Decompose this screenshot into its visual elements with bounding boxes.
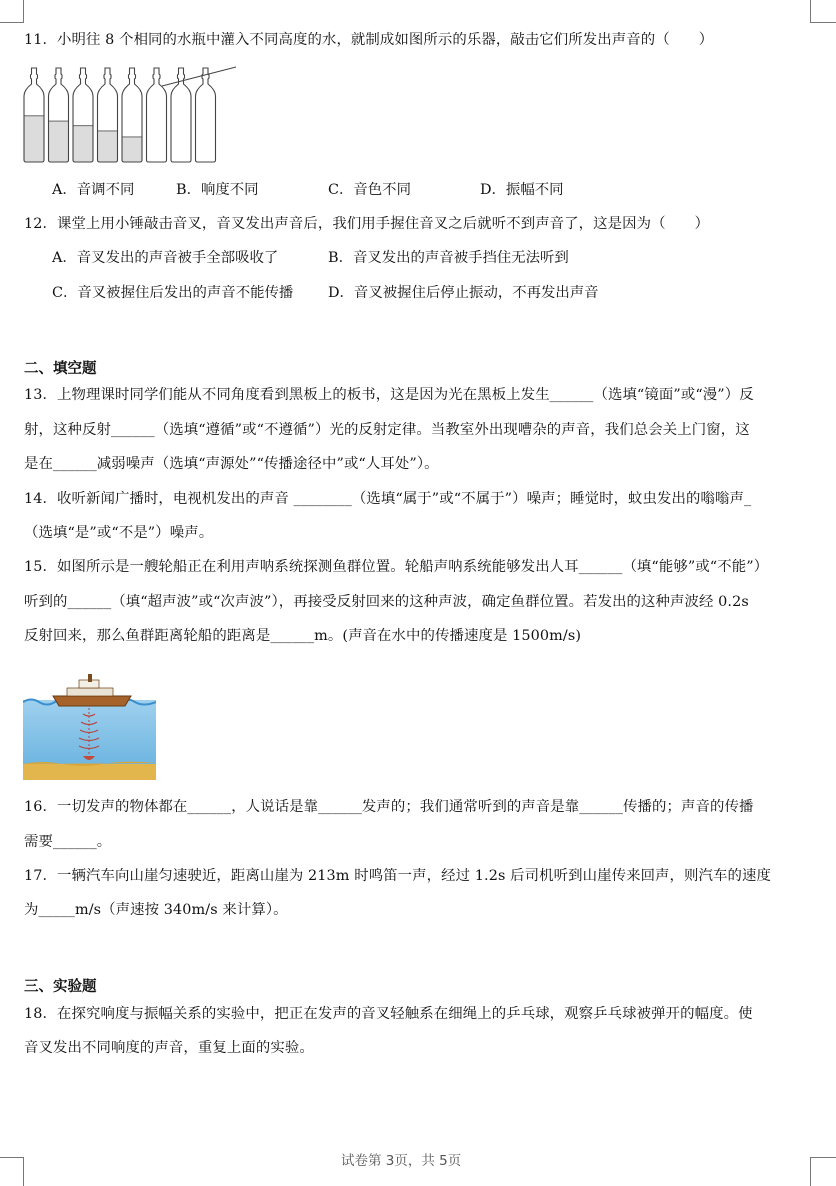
bottle <box>49 68 69 162</box>
q13-line-1: 13．上物理课时同学们能从不同角度看到黑板上的板书，这是因为光在黑板上发生______（选填“镜面”或“漫”）反 <box>24 387 754 403</box>
q14-line-1: 14．收听新闻广播时，电视机发出的声音 ________（选填“属于”或“不属于”）噪声；睡觉时，蚊虫发出的嗡嗡声_ <box>24 491 752 507</box>
q12-option-b: B．音叉发出的声音被手挡住无法听到 <box>328 250 569 266</box>
q16-line-1: 16．一切发声的物体都在______，人说话是靠______发声的；我们通常听到的声音是靠______传播的；声音的传播 <box>24 799 754 815</box>
corner-mark-top-left <box>0 0 24 23</box>
q12-stem: 12．课堂上用小锤敲击音叉，音叉发出声音后，我们用手握住音叉之后就听不到声音了，这是因为（ ） <box>24 216 710 232</box>
q17-line-1: 17．一辆汽车向山崖匀速驶近，距离山崖为 213m 时鸣笛一声，经过 1.2s 后司机听到山崖传来回声，则汽车的速度 <box>24 868 771 884</box>
q12-option-a: A．音叉发出的声音被手全部吸收了 <box>52 250 279 266</box>
q11-stem: 11．小明往 8 个相同的水瓶中灌入不同高度的水，就制成如图所示的乐器，敲击它们所发出声音的（ ） <box>24 32 714 48</box>
sonar-ship-figure <box>23 672 156 780</box>
q17-line-2: 为_____m/s（声速按 340m/s 来计算）。 <box>24 902 288 918</box>
q11-option-c: C．音色不同 <box>328 182 411 198</box>
q18-line-1: 18．在探究响度与振幅关系的实验中，把正在发声的音叉轻触系在细绳上的乒乓球，观察乒乓球被弹开的幅度。使 <box>24 1006 753 1022</box>
corner-mark-top-right <box>810 0 836 23</box>
q13-line-3: 是在______减弱噪声（选填“声源处”“传播途径中”或“人耳处”）。 <box>24 456 439 472</box>
bottle <box>24 68 44 162</box>
section-heading-experiment: 三、实验题 <box>24 979 97 995</box>
page-footer: 试卷第 3页，共 5页 <box>341 1153 462 1169</box>
bottles-figure <box>20 64 242 166</box>
q12-option-c: C．音叉被握住后发出的声音不能传播 <box>52 285 294 301</box>
section-heading-fill-in: 二、填空题 <box>24 361 97 377</box>
bottle <box>196 68 216 162</box>
q11-option-b: B．响度不同 <box>176 182 259 198</box>
q18-line-2: 音叉发出不同响度的声音，重复上面的实验。 <box>24 1040 314 1056</box>
q13-line-2: 射，这种反射______（选填“遵循”或“不遵循”）光的反射定律。当教室外出现嘈杂的声音，我们总会关上门窗，这 <box>24 422 750 438</box>
bottle <box>147 68 167 162</box>
q11-option-a: A．音调不同 <box>52 182 135 198</box>
bottle <box>98 68 118 162</box>
q11-option-d: D．振幅不同 <box>480 182 564 198</box>
corner-mark-bottom-left <box>0 1157 24 1186</box>
q16-line-2: 需要______。 <box>24 834 112 850</box>
q15-line-3: 反射回来，那么鱼群距离轮船的距离是______m。(声音在水中的传播速度是 1500m/s) <box>24 628 582 644</box>
bottle <box>73 68 93 162</box>
bottle <box>171 68 191 162</box>
q14-line-2: （选填“是”或“不是”）噪声。 <box>24 525 214 541</box>
corner-mark-bottom-right <box>810 1157 836 1186</box>
bottle <box>122 68 142 162</box>
q15-line-1: 15．如图所示是一艘轮船正在利用声呐系统探测鱼群位置。轮船声呐系统能够发出人耳______（填“能够”或“不能”） <box>24 559 769 575</box>
q15-line-2: 听到的______（填“超声波”或“次声波”），再接受反射回来的这种声波，确定鱼群位置。若发出的这种声波经 0.2s <box>24 594 749 610</box>
q12-option-d: D．音叉被握住后停止振动，不再发出声音 <box>328 285 599 301</box>
